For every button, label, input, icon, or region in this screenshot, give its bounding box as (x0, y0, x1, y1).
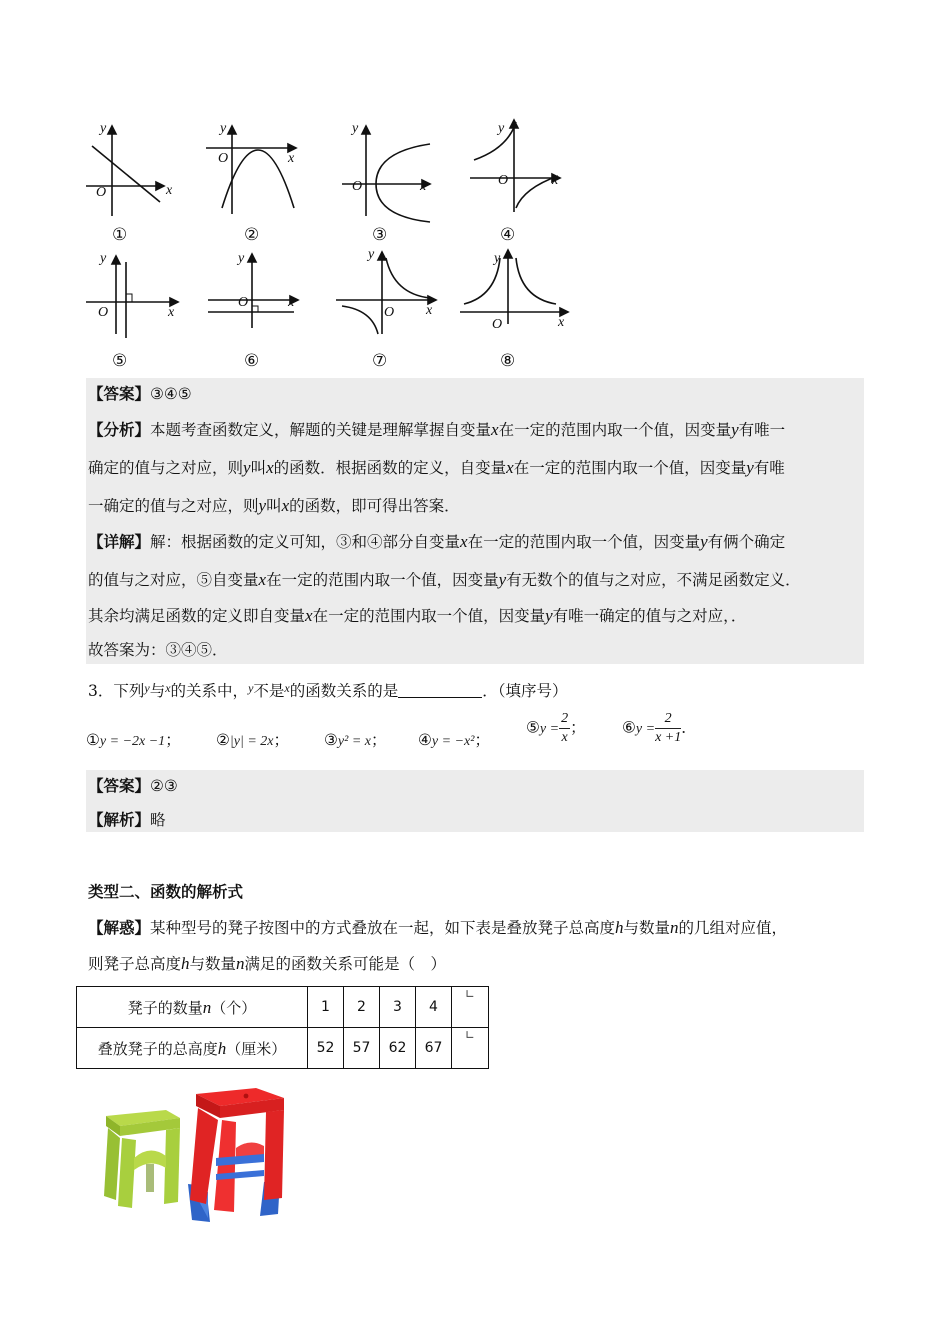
section2-line-1 (88, 918, 787, 938)
q2-detail-tag: 【详解】 (88, 532, 151, 551)
table-cell: 67 (416, 1028, 452, 1069)
q2-analysis-text: 有唯一 (738, 421, 786, 439)
answer-blank[interactable] (398, 682, 482, 698)
q2-analysis-text: 的函数，即可得出答案． (289, 497, 460, 515)
table-cell: 2 (344, 987, 380, 1028)
graph-6 (208, 254, 298, 328)
q3-question (88, 678, 568, 701)
var-n: n (670, 918, 679, 937)
data-table (76, 986, 489, 1069)
graph-label-6: ⑥ (244, 351, 260, 371)
var-x: x (460, 532, 468, 551)
q2-analysis-text: 叫 (266, 497, 282, 515)
table-cell-ellipsis: ∟ (452, 987, 489, 1028)
section2-text: 的几组对应值， (678, 919, 788, 937)
var-n: n (202, 997, 212, 1017)
g2-origin: O (218, 151, 229, 166)
g5-y-label: y (100, 251, 107, 266)
section-title: 类型二、函数的解析式 (88, 882, 244, 901)
table-cell: 62 (380, 1028, 416, 1069)
option-sep: ； (474, 731, 490, 749)
section2-text: 与数量 (189, 955, 237, 973)
option-mark: ③ (324, 731, 338, 749)
function-graphs (80, 112, 600, 374)
g2-y-label: y (220, 121, 227, 136)
row-unit: （个） (211, 998, 257, 1017)
option-lhs: y = (635, 721, 656, 737)
fraction-numerator: 2 (655, 710, 681, 729)
section2-text: 某种型号的凳子按图中的方式叠放在一起，如下表是叠放凳子总高度 (150, 919, 616, 937)
var-y: y (545, 606, 553, 625)
table-cell: 57 (344, 1028, 380, 1069)
q2-detail-text: 有俩个确定 (707, 533, 786, 551)
q2-answer-line (88, 384, 192, 404)
option-expr: y² = x (337, 734, 371, 749)
var-x: x (305, 606, 313, 625)
q2-detail-text: 在一定的范围内取一个值，因变量 (266, 571, 499, 589)
g5-origin: O (98, 305, 109, 320)
row-label: 凳子的数量 (127, 998, 203, 1017)
g6-origin: O (238, 295, 249, 310)
q2-detail-text: 其余均满足函数的定义即自变量 (88, 607, 306, 625)
stools-svg (96, 1088, 296, 1224)
q3-answer-tag: 【答案】 (88, 776, 151, 795)
section2-text: 满足的函数关系可能是（ ） (244, 955, 447, 973)
option-fraction (559, 710, 570, 747)
option-expr: |y| = 2x (229, 734, 274, 749)
q3-text: 的函数关系的是 (289, 682, 399, 700)
graphs-svg (80, 112, 600, 374)
row-header (77, 1028, 308, 1069)
graph-3 (342, 126, 430, 222)
var-y: y (243, 458, 251, 477)
g8-x-label: x (558, 315, 565, 330)
q2-detail-text: 有唯一确定的值与之对应，． (552, 607, 747, 625)
var-x: x (284, 681, 290, 695)
q2-analysis-text: 在一定的范围内取一个值，因变量 (513, 459, 747, 477)
table-cell: 52 (308, 1028, 344, 1069)
q2-detail-text: 在一定的范围内取一个值，因变量 (467, 533, 701, 551)
var-x: x (281, 496, 290, 515)
q3-analysis-tag: 【解析】 (88, 810, 151, 829)
option-sep: ． (681, 718, 697, 737)
var-y: y (248, 681, 254, 695)
q2-analysis-line-1 (88, 420, 785, 440)
table-cell: 1 (308, 987, 344, 1028)
option-fraction (655, 710, 681, 747)
section2-text: 与数量 (623, 919, 671, 937)
q2-detail-text: 在一定的范围内取一个值，因变量 (312, 607, 546, 625)
graph-7 (336, 252, 436, 334)
row-label: 叠放凳子的总高度 (97, 1039, 218, 1058)
g8-y-label: y (494, 251, 501, 266)
option-sep: ； (273, 731, 289, 749)
section2-line-2 (88, 954, 446, 974)
graph-label-1: ① (112, 225, 128, 245)
q3-option-5 (526, 710, 586, 747)
fraction-denominator: x +1 (655, 730, 682, 745)
q2-detail-line-3 (88, 606, 746, 626)
var-n: n (236, 954, 245, 973)
q2-analysis-text: 的函数．根据函数的定义，自变量 (273, 459, 507, 477)
g1-y-label: y (100, 121, 107, 136)
fraction-numerator: 2 (559, 710, 570, 729)
var-y: y (731, 420, 739, 439)
g8-origin: O (492, 317, 503, 332)
q2-analysis-text: 有唯 (753, 459, 785, 477)
q3-option-4 (418, 728, 490, 750)
var-h: h (615, 918, 624, 937)
q3-option-1 (86, 728, 181, 750)
q2-answer-tag: 【答案】 (88, 384, 151, 403)
q2-detail-text: 解：根据函数的定义可知，③和④部分自变量 (150, 533, 461, 551)
graph-label-3: ③ (372, 225, 388, 245)
option-mark: ② (216, 731, 230, 749)
g2-x-label: x (288, 151, 295, 166)
q2-analysis-tag: 【分析】 (88, 420, 151, 439)
graph-label-2: ② (244, 225, 260, 245)
var-y: y (700, 532, 708, 551)
var-y: y (258, 496, 267, 515)
fraction-denominator: x (561, 730, 568, 745)
g3-y-label: y (352, 121, 359, 136)
table-cell-ellipsis: ∟ (452, 1028, 489, 1069)
stools-image (96, 1088, 296, 1228)
g7-y-label: y (368, 247, 375, 262)
graph-label-7: ⑦ (372, 351, 388, 371)
option-mark: ⑥ (622, 718, 636, 737)
q3-analysis-line (88, 810, 166, 830)
red-stool-stack (188, 1088, 284, 1222)
q2-analysis-text: 本题考查函数定义，解题的关键是理解掌握自变量 (150, 421, 492, 439)
option-sep: ； (570, 718, 586, 737)
q2-detail-line-1 (88, 532, 785, 552)
g7-origin: O (384, 305, 395, 320)
var-y: y (144, 681, 150, 695)
graph-4 (470, 120, 560, 212)
q3-text: 3．下列 (88, 682, 145, 700)
answer-block-q3 (86, 770, 864, 832)
var-x: x (266, 458, 274, 477)
q3-option-2 (216, 728, 289, 750)
var-h: h (217, 1038, 227, 1058)
row-header (77, 987, 308, 1028)
q2-analysis-text: 叫 (250, 459, 267, 477)
q2-detail-line-2 (88, 570, 801, 590)
q3-analysis: 略 (150, 811, 166, 829)
row-unit: （厘米） (226, 1039, 287, 1058)
g4-origin: O (498, 173, 509, 188)
q3-text: 不是 (253, 682, 285, 700)
q3-answer: ②③ (150, 777, 178, 795)
g4-y-label: y (498, 121, 505, 136)
graph-label-8: ⑧ (500, 351, 516, 371)
table-cell: 4 (416, 987, 452, 1028)
q2-analysis-line-3 (88, 496, 460, 516)
q2-analysis-text: 确定的值与之对应，则 (88, 459, 244, 477)
option-mark: ⑤ (526, 718, 540, 737)
option-expr: y = −2x −1 (99, 734, 166, 749)
var-y: y (746, 458, 754, 477)
q2-conclusion: 故答案为：③④⑤． (88, 641, 228, 659)
q3-text: ．（填序号） (482, 682, 568, 700)
g7-x-label: x (426, 303, 433, 318)
g3-origin: O (352, 179, 363, 194)
q3-option-3 (324, 728, 387, 750)
g1-origin: O (96, 185, 107, 200)
option-mark: ① (86, 731, 100, 749)
q3-option-6 (622, 710, 697, 747)
var-h: h (181, 954, 190, 973)
q3-text: 的关系中， (170, 682, 249, 700)
option-mark: ④ (418, 731, 432, 749)
g5-x-label: x (168, 305, 175, 320)
q2-analysis-line-2 (88, 458, 785, 478)
graph-2 (206, 126, 296, 214)
q3-answer-line (88, 776, 178, 796)
graph-label-4: ④ (500, 225, 516, 245)
option-sep: ； (165, 731, 181, 749)
g6-x-label: x (288, 295, 295, 310)
table-row (77, 1028, 489, 1069)
var-y: y (498, 570, 507, 589)
section2-text: 则凳子总高度 (88, 955, 182, 973)
g6-y-label: y (238, 251, 245, 266)
graph-label-5: ⑤ (112, 351, 128, 371)
graph-5 (86, 256, 178, 338)
option-expr: y = −x² (431, 734, 475, 749)
graph-1 (86, 126, 164, 216)
q3-text: 与 (149, 682, 166, 700)
option-lhs: y = (539, 721, 560, 737)
table-cell: 3 (380, 987, 416, 1028)
table-row (77, 987, 489, 1028)
q2-analysis-text: 在一定的范围内取一个值，因变量 (498, 421, 732, 439)
section2-tag: 【解惑】 (88, 918, 151, 937)
green-stool (104, 1110, 180, 1208)
q2-answer: ③④⑤ (150, 385, 192, 403)
q2-detail-text: 的值与之对应，⑤自变量 (88, 571, 259, 589)
graph-8 (460, 250, 568, 324)
g3-x-label: x (420, 179, 427, 194)
var-x: x (258, 570, 267, 589)
option-sep: ； (370, 731, 387, 749)
var-x: x (506, 458, 514, 477)
var-x: x (491, 420, 499, 439)
var-x: x (165, 681, 171, 695)
g1-x-label: x (166, 183, 173, 198)
q2-detail-text: 有无数个的值与之对应，不满足函数定义． (506, 571, 801, 589)
g4-x-label: x (552, 173, 559, 188)
q2-analysis-text: 一确定的值与之对应，则 (88, 497, 259, 515)
